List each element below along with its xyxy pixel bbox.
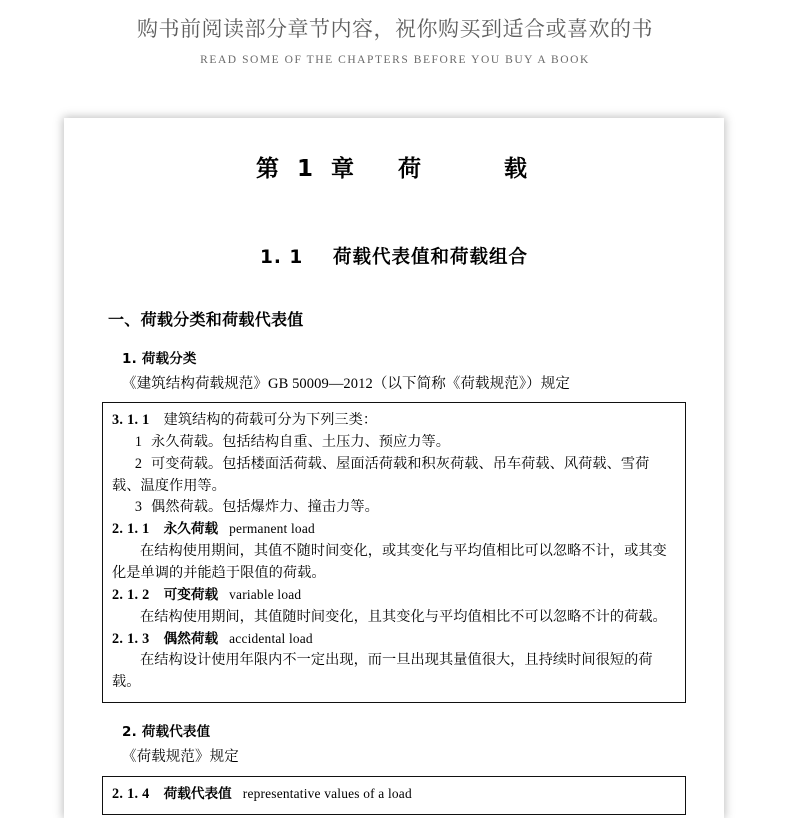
quote-list-item-1 [112,432,676,454]
quote-entry-212-heading [112,585,676,607]
subsection-title: 一、荷载分类和荷载代表值 [108,310,304,329]
standard-quote-box-2 [102,776,686,815]
quote-entry-214-heading [112,784,676,806]
quote-term-214: 荷载代表值 [163,786,232,803]
quote-code-211: 2. 1. 1 [112,521,150,538]
topic-1-lead: 《建筑结构荷载规范》GB 50009—2012（以下简称《荷载规范》）规定 [122,376,570,392]
quote-term-213: 偶然荷载 [163,630,219,647]
promo-headline-chinese: 购书前阅读部分章节内容，祝你购买到适合或喜欢的书 [137,17,653,41]
page-content [64,118,724,815]
quote-list-text-3: 偶然荷载。包括爆炸力、撞击力等。 [151,499,379,516]
quote-english-214: representative values of a load [242,786,412,802]
quote-entry-211-heading [112,519,676,541]
quote-body-213: 在结构设计使用年限内不一定出现，而一旦出现其量值很大，且持续时间很短的荷载。 [112,652,653,691]
promo-headline-english: READ SOME OF THE CHAPTERS BEFORE YOU BUY A BOOK [200,54,590,67]
book-page-sheet [64,118,724,818]
topic-2-title: 2. 荷载代表值 [122,724,211,741]
section-title: 1. 1 荷载代表值和荷载组合 [260,247,528,268]
quote-body-212: 在结构使用期间，其值随时间变化，且其变化与平均值相比不可以忽略不计的荷载。 [140,608,667,625]
topic-2-lead: 《荷载规范》规定 [122,749,239,766]
quote-term-212: 可变荷载 [163,586,219,603]
quote-list-text-2: 可变荷载。包括楼面活荷载、屋面活荷载和积灰荷载、吊车荷载、风荷载、雪荷载、温度作用等。 [112,455,650,494]
quote-list-number-1: 1 [134,433,142,450]
quote-english-211: permanent load [229,521,315,537]
quote-code-311: 3. 1. 1 [112,412,150,428]
topic-1-title: 1. 荷载分类 [122,351,197,367]
quote-text-311: 建筑结构的荷载可分为下列三类： [163,412,378,428]
quote-list-item-2 [112,454,676,498]
quote-list-text-1: 永久荷载。包括结构自重、土压力、预应力等。 [151,433,450,450]
quote-list-item-3 [112,497,676,519]
quote-term-211: 永久荷载 [163,521,219,538]
quote-body-211: 在结构使用期间，其值不随时间变化，或其变化与平均值相比可以忽略不计，或其变化是单调的并能趋于限值的荷载。 [112,543,667,582]
quote-code-214: 2. 1. 4 [112,786,150,803]
quote-entry-311-heading [112,410,676,432]
quote-list-number-3: 3 [134,499,142,516]
quote-entry-213-heading [112,629,676,651]
quote-english-212: variable load [229,586,302,602]
quote-list-number-2: 2 [134,455,142,472]
standard-quote-box-1 [102,402,686,703]
quote-english-213: accidental load [229,630,313,646]
quote-code-212: 2. 1. 2 [112,586,150,603]
promo-banner [0,0,790,66]
chapter-title: 第 1 章 荷 载 [255,156,533,182]
quote-code-213: 2. 1. 3 [112,630,150,647]
